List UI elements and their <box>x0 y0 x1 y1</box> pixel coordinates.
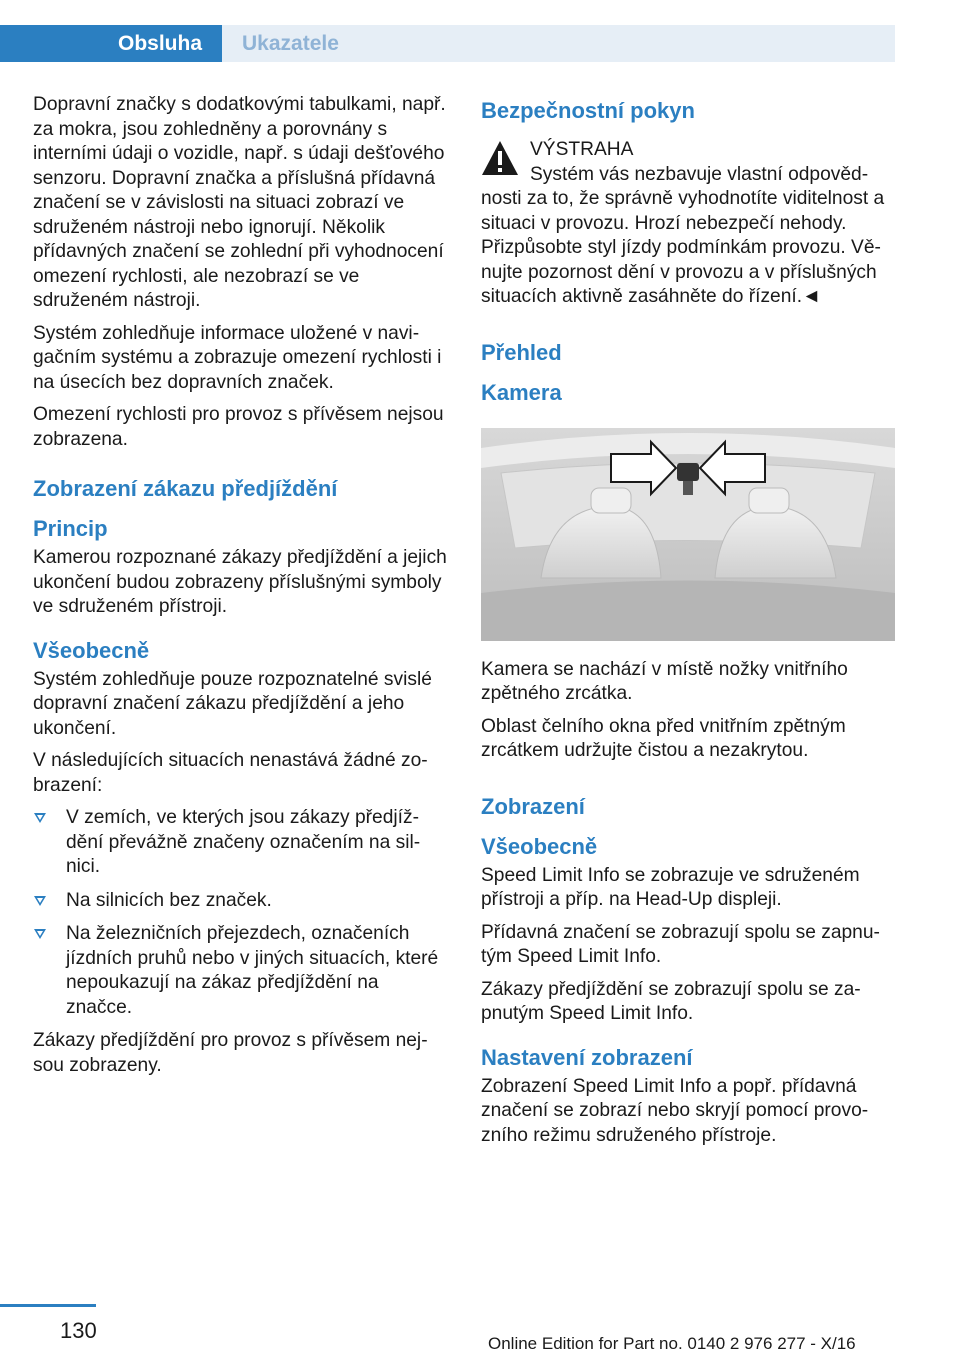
warning-triangle-icon <box>481 140 519 176</box>
paragraph: Systém zohledňuje pouze rozpoznatelné svislé dopravní značení zákazu předjíždění a jeho ukončení. <box>33 668 432 739</box>
heading-display: Zobrazení <box>481 793 585 819</box>
paragraph: Kamera se nachází v místě nožky vnitřního zpětného zrcátka. <box>481 658 848 704</box>
right-column <box>481 98 895 1156</box>
paragraph: Oblast čelního okna před vnitřním zpětným zrcátkem udržujte čistou a nezakrytou. <box>481 715 846 761</box>
heading-display-settings: Nastavení zobrazení <box>481 1044 693 1070</box>
tab-ukazatele[interactable]: Ukazatele <box>222 25 895 62</box>
paragraph: Zákazy předjíždění pro provoz s přívěsem nejsou zobrazeny. <box>33 1030 428 1076</box>
page-number: 130 <box>60 1318 97 1343</box>
heading-safety-note: Bezpečnostní pokyn <box>481 98 695 123</box>
warning-title: VÝSTRAHA <box>530 139 634 160</box>
paragraph: Zákazy předjíždění se zobrazují spolu se zapnutým Speed Limit Info. <box>481 978 861 1024</box>
paragraph: Systém zohledňuje informace uložené v navigačním systému a zobrazuje omezení rychlosti i na úsecích bez dopravních značek. <box>33 322 442 393</box>
paragraph: Přídavná značení se zobrazují spolu se zapnutým Speed Limit Info. <box>481 921 880 967</box>
paragraph: Speed Limit Info se zobrazuje ve sdruženém přístroji a příp. na Head-Up displeji. <box>481 864 860 910</box>
paragraph: Omezení rychlosti pro provoz s přívěsem nejsou zobrazena. <box>33 404 444 450</box>
bullet-list <box>33 806 447 1020</box>
paragraph: Dopravní značky s dodatkovými tabulkami, např. za mokra, jsou zohledněny a porovnány s interními údaji o vozidle, např. s údaji dešťového senzoru. Dopravní značka a příslušná přídavná značení se v závislosti na situaci zobrazí ve sdruženém nástroji nebo ignorují. Několik přídavných značení se zohlední při vyhodnocení omezení rychlosti, ale nezobrazí se ve sdruženém nástroji. <box>33 94 446 311</box>
paragraph: V následujících situacích nenastává žádné zobrazení: <box>33 750 428 796</box>
paragraph: Kamerou rozpoznané zákazy předjíždění a jejich ukončení budou zobrazeny příslušnými symboly ve sdruženém přístroji. <box>33 547 447 617</box>
footer-rule <box>0 1304 96 1307</box>
camera-interior-image <box>481 428 895 641</box>
heading-camera: Kamera <box>481 379 562 405</box>
bullet-triangle-icon <box>34 896 46 906</box>
list-item: V zemích, ve kterých jsou zákazy předjíždění převážně značeny označením na silnici. <box>33 806 447 880</box>
left-column <box>33 93 447 1086</box>
list-item: Na silnicích bez značek. <box>33 889 447 914</box>
header-tabs <box>0 0 895 62</box>
heading-principle: Princip <box>33 516 108 541</box>
warning-block <box>481 138 895 310</box>
heading-general: Všeobecně <box>33 637 150 663</box>
paragraph: Zobrazení Speed Limit Info a popř. přídavná značení se zobrazí nebo skryjí pomocí provozního režimu sdruženého přístroje. <box>481 1075 869 1146</box>
bullet-triangle-icon <box>34 813 46 823</box>
warning-text: Systém vás nezbavuje vlastní odpovědnosti za to, že správně vyhodnotíte viditelnost a situaci v provozu. Hrozí nebezpečí nehody. Přizpůsobte styl jízdy podmínkám provozu. Věnujte pozornost dění v provozu a v příslušných situacích aktivně zasáhněte do řízení.◄ <box>481 163 885 307</box>
bullet-triangle-icon <box>34 929 46 939</box>
heading-overtake-display: Zobrazení zákazu předjíždění <box>33 476 338 501</box>
heading-general-right: Všeobecně <box>481 833 598 859</box>
edition-text: Online Edition for Part no. 0140 2 976 277 - X/16 <box>488 1334 856 1353</box>
tab-obsluha[interactable]: Obsluha <box>0 25 222 62</box>
heading-overview: Přehled <box>481 339 562 365</box>
list-item: Na železničních přejezdech, označeních jízdních pruhů nebo v jiných situacích, které nepoukazují na zákaz předjíždění na značce. <box>33 922 447 1020</box>
